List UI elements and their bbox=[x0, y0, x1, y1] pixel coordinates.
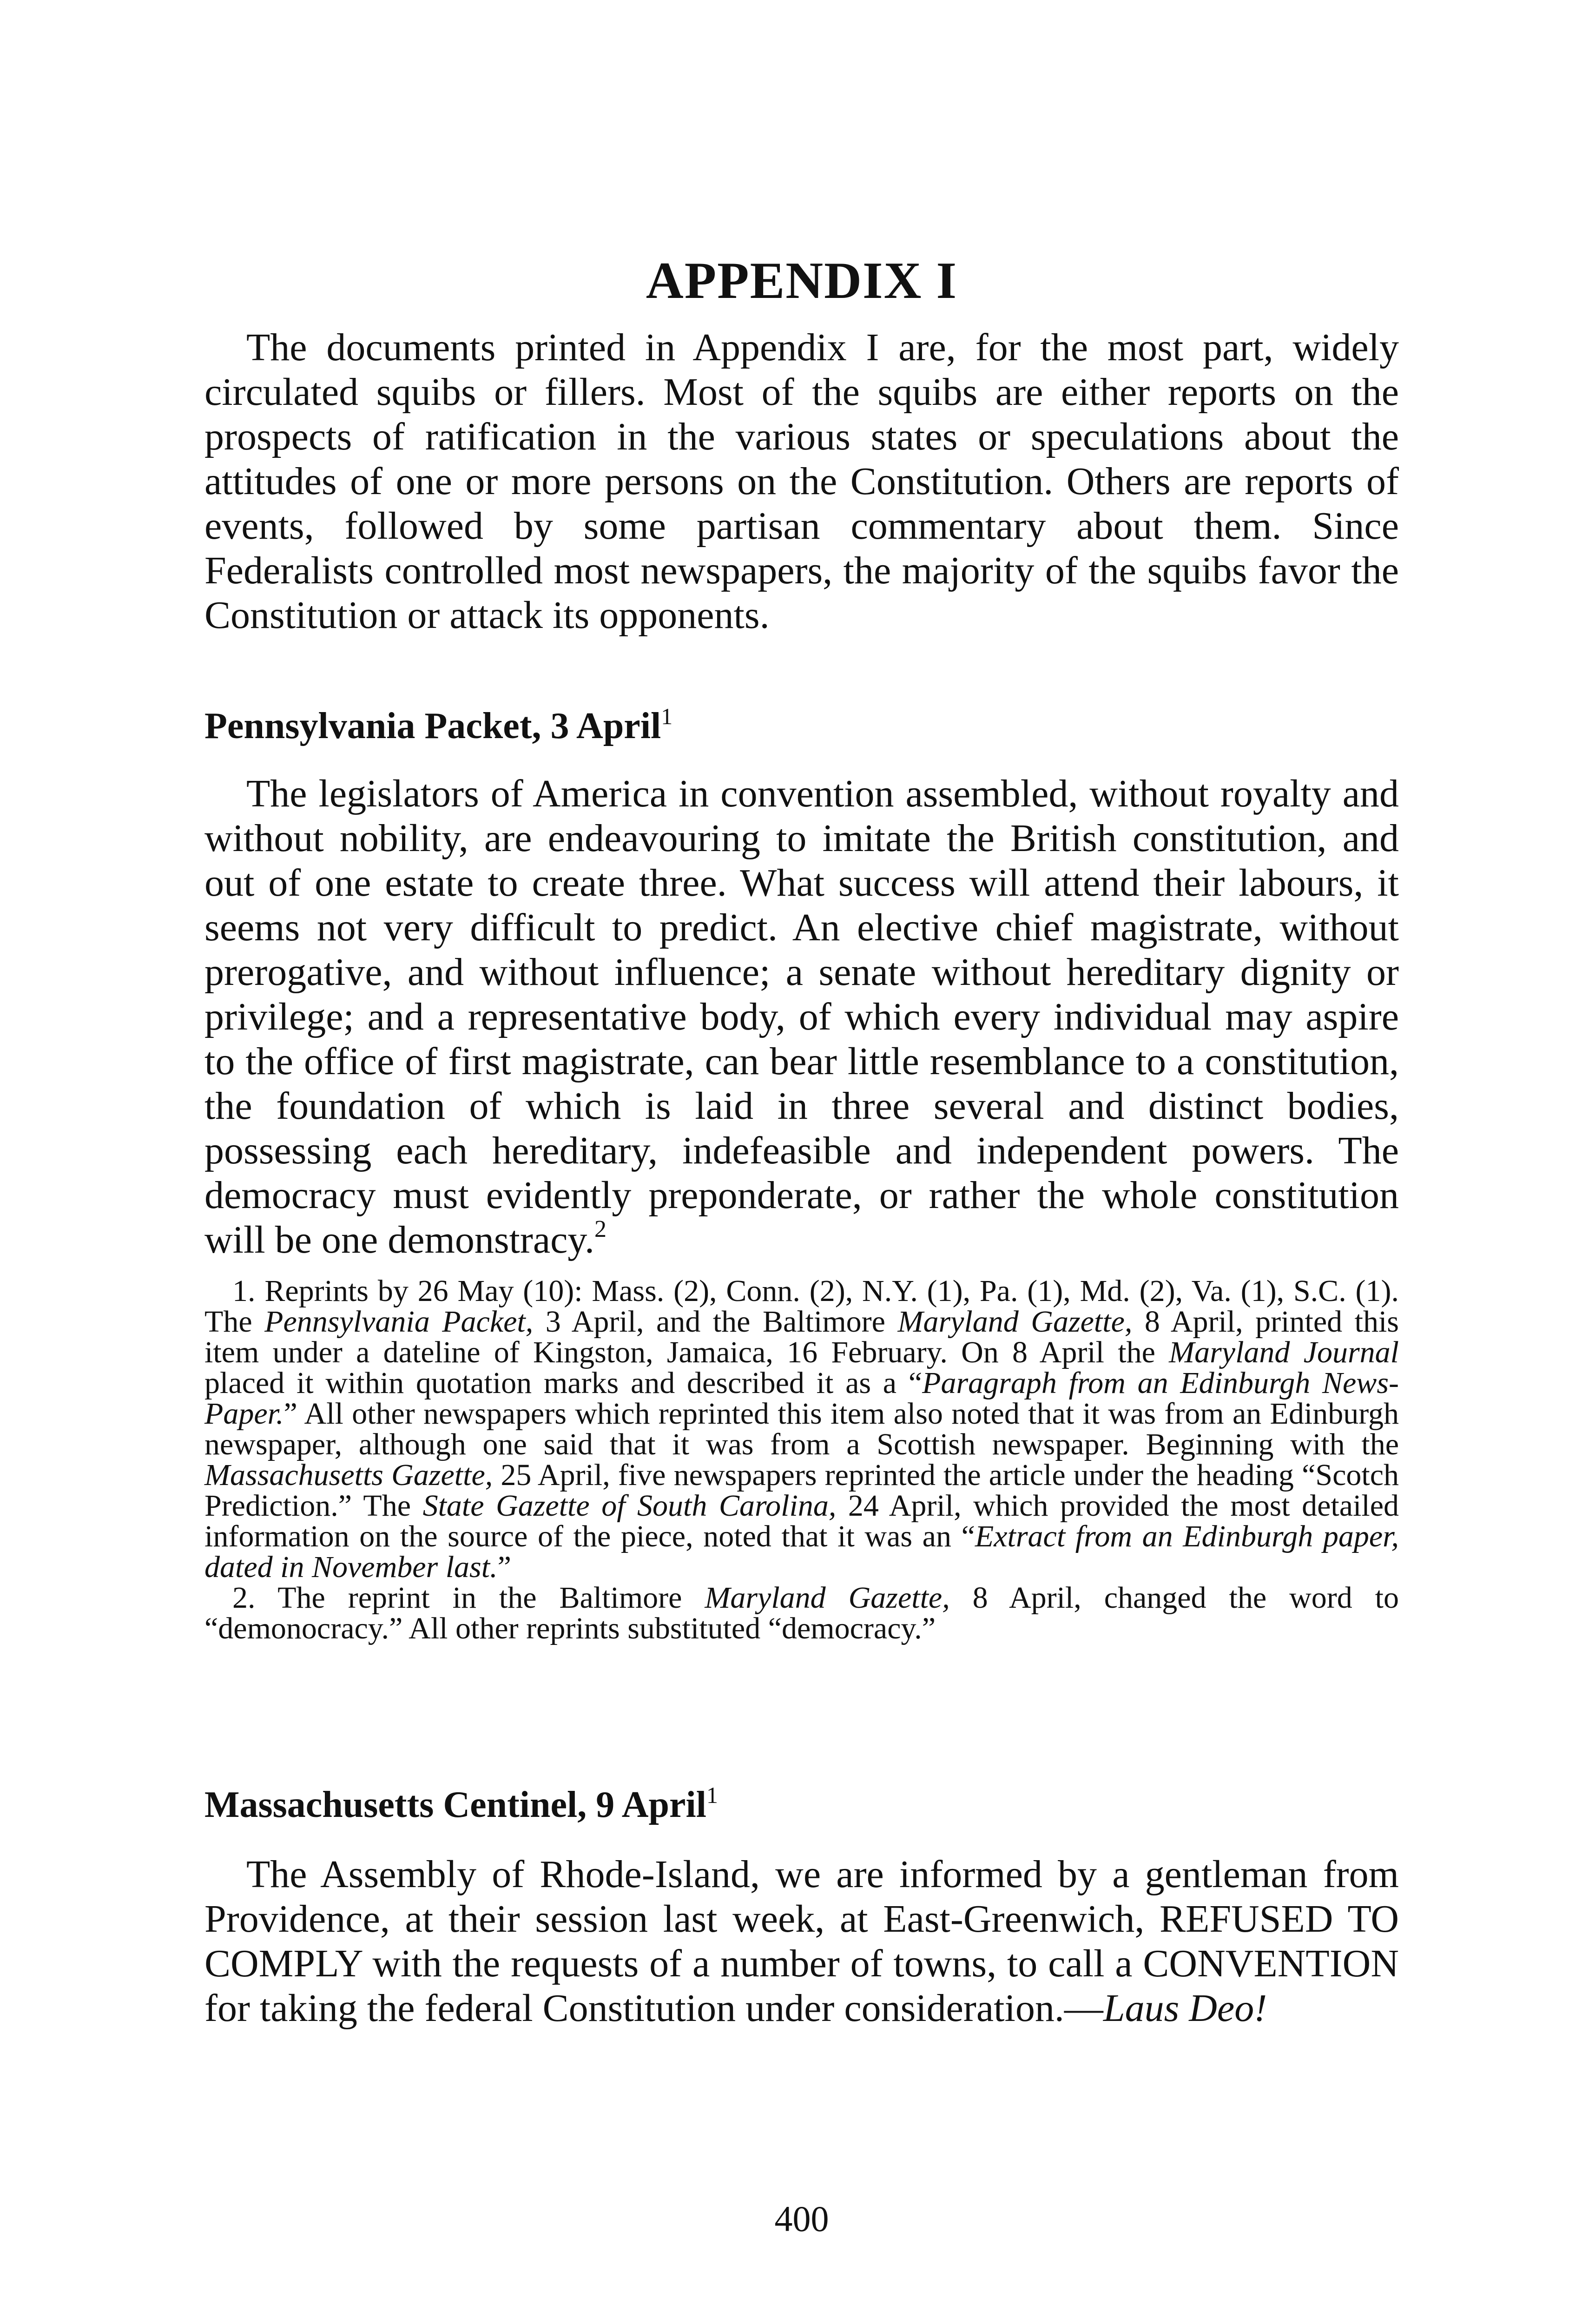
closing-phrase: Laus Deo! bbox=[1103, 1987, 1267, 2030]
footnotes bbox=[204, 1276, 1399, 1644]
footnote-text: 8 April, printed this item under a dateline of Kingston, Jamaica, 16 February. On 8 April the bbox=[204, 1305, 1399, 1369]
section-heading-pennsylvania-packet bbox=[204, 703, 673, 746]
section-heading-text: Massachusetts Centinel, 9 April bbox=[204, 1784, 706, 1825]
newspaper-title: State Gazette of South Carolina, bbox=[422, 1489, 837, 1523]
footnote-text: 8 April, changed the word to “demonocracy.” All other reprints substituted “democracy.” bbox=[204, 1581, 1399, 1645]
footnote-text: ” All other newspapers which reprinted this item also noted that it was from an Edinburgh newspaper, although one said that it was from a Scottish newspaper. Beginning with the bbox=[204, 1397, 1399, 1461]
pennsylvania-packet-body bbox=[204, 772, 1399, 1262]
footnote-2 bbox=[204, 1583, 1399, 1644]
footnote-text: 25 April, five newspapers reprinted the article under the heading “Scotch Prediction.” The bbox=[204, 1458, 1399, 1523]
section-heading-text: Pennsylvania Packet, 3 April bbox=[204, 706, 661, 746]
body-text: The legislators of America in convention assembled, without royalty and without nobility, are endeavouring to imitate the British constitution, and out of one estate to create three. What success will attend their labours, it seems not very difficult to predict. An elective chief magistrate, without prerogative, and without influence; a senate without hereditary dignity or privilege; and a representative body, of which every individual may aspire to the office of first magistrate, can bear little resemblance to a constitution, the foundation of which is laid in three several and distinct bodies, possessing each hereditary, indefeasible and independent powers. The democracy must evidently preponderate, or rather the whole constitution will be one demonstracy. bbox=[204, 772, 1399, 1261]
body-text: The Assembly of Rhode-Island, we are informed by a gentleman from Providence, at their session last week, at East-Greenwich, REFUSED TO COMPLY with the requests of a number of towns, to call a CONVENTION for taking the federal Constitution under consideration.— bbox=[204, 1853, 1399, 2030]
newspaper-title: Maryland Journal bbox=[1169, 1335, 1399, 1369]
newspaper-title: Maryland Gazette, bbox=[705, 1581, 950, 1615]
footnote-ref: 1 bbox=[706, 1782, 718, 1808]
quoted-text: Extract from an Edinburgh paper, dated in November last. bbox=[204, 1519, 1399, 1584]
footnote-text: placed it within quotation marks and described it as a “ bbox=[204, 1366, 923, 1400]
document-page bbox=[204, 0, 1399, 2324]
page-title: APPENDIX I bbox=[646, 252, 958, 310]
section-heading-massachusetts-centinel bbox=[204, 1782, 718, 1825]
footnote-text: 24 April, which provided the most detailed information on the source of the piece, noted that it was an “ bbox=[204, 1489, 1399, 1553]
newspaper-title: Massachusetts Gazette, bbox=[204, 1458, 493, 1492]
footnote-text: 3 April, and the Baltimore bbox=[533, 1305, 898, 1339]
footnote-ref: 2 bbox=[594, 1216, 606, 1242]
footnote-text: 1. Reprints by 26 May (10): Mass. (2), Conn. (2), N.Y. (1), Pa. (1), Md. (2), Va. (1), S.C. (1). The bbox=[204, 1274, 1399, 1339]
newspaper-title: Pennsylvania Packet, bbox=[264, 1305, 534, 1339]
page-number: 400 bbox=[774, 2199, 829, 2239]
massachusetts-centinel-body bbox=[204, 1852, 1399, 2031]
intro-paragraph: The documents printed in Appendix I are, for the most part, widely circulated squibs or fillers. Most of the squibs are either reports on the prospects of ratification in the various states or speculations about the attitudes of one or more persons on the Constitution. Others are reports of events, followed by some partisan commentary about them. Since Federalists controlled most newspapers, the majority of the squibs favor the Constitution or attack its opponents. bbox=[204, 326, 1399, 637]
footnote-text: ” bbox=[497, 1550, 511, 1584]
footnote-ref: 1 bbox=[661, 703, 673, 729]
footnote-text: 2. The reprint in the Baltimore bbox=[232, 1581, 705, 1615]
quoted-text: Paragraph from an Edinburgh News-Paper. bbox=[204, 1366, 1399, 1431]
newspaper-title: Maryland Gazette, bbox=[897, 1305, 1133, 1339]
footnote-1 bbox=[204, 1276, 1399, 1583]
